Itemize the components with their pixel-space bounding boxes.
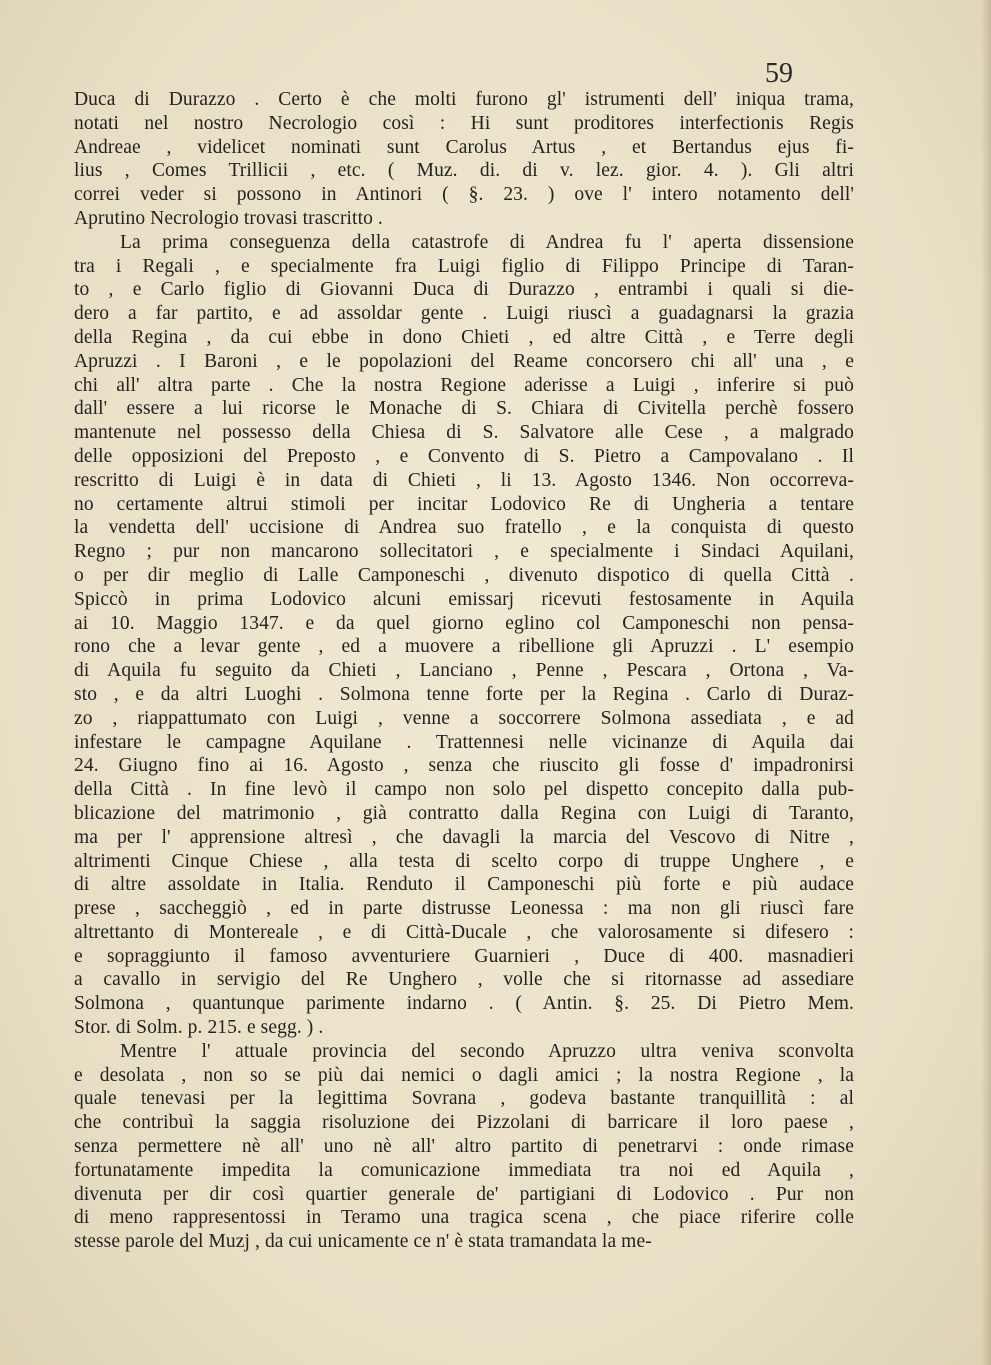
text-line: blicazione del matrimonio , già contratto dalla Regina con Luigi di Taranto, — [74, 802, 854, 824]
text-line: e sopraggiunto il famoso avventuriere Guarnieri , Duce di 400. masnadieri — [74, 945, 854, 967]
text-line: delle opposizioni del Preposto , e Convento di S. Pietro a Campovalano . Il — [74, 445, 854, 467]
text-line: quale tenevasi per la legittima Sovrana , godeva bastante tranquillità : al — [74, 1088, 854, 1110]
text-line: ma per l' apprensione altresì , che davagli la marcia del Vescovo di Nitre , — [74, 826, 854, 848]
text-line: tra i Regali , e specialmente fra Luigi figlio di Filippo Principe di Taran- — [74, 255, 854, 277]
text-line: rescritto di Luigi è in data di Chieti , li 13. Agosto 1346. Non occorreva- — [74, 469, 854, 491]
text-line: dero a far partito, e ad assoldar gente . Luigi riuscì a guadagnarsi la grazia — [74, 303, 854, 325]
text-line: chi all' altra parte . Che la nostra Regione aderisse a Luigi , inferire si può — [74, 374, 854, 396]
text-line: fortunatamente impedita la comunicazione immediata tra noi ed Aquila , — [74, 1159, 854, 1181]
text-line: della Regina , da cui ebbe in dono Chieti , ed altre Città , e Terre degli — [74, 326, 854, 348]
text-line: di altre assoldate in Italia. Renduto il Camponeschi più forte e più audace — [74, 874, 854, 896]
text-line: e desolata , non so se più dai nemici o dagli amici ; la nostra Regione , la — [74, 1064, 854, 1086]
text-line: Regno ; pur non mancarono sollecitatori , e specialmente i Sindaci Aquilani, — [74, 541, 854, 563]
text-line: di Aquila fu seguito da Chieti , Lanciano , Penne , Pescara , Ortona , Va- — [74, 660, 854, 682]
text-line: rono che a levar gente , ed a muovere a ribellione gli Apruzzi . L' esempio — [74, 636, 854, 658]
text-line: Aprutino Necrologio trovasi trascritto . — [74, 207, 383, 229]
text-line: stesse parole del Muzj , da cui unicamente ce n' è stata tramandata la me- — [74, 1231, 652, 1253]
text-line: 24. Giugno fino ai 16. Agosto , senza che riuscito gli fosse d' impadronirsi — [74, 755, 854, 777]
text-line: divenuta per dir così quartier generale de' partigiani di Lodovico . Pur non — [74, 1183, 854, 1205]
text-line: o per dir meglio di Lalle Camponeschi , divenuto dispotico di quella Città . — [74, 564, 854, 586]
page-edge-shadow — [981, 0, 991, 1365]
text-line: mantenute nel possesso della Chiesa di S. Salvatore alle Cese , a malgrado — [74, 422, 854, 444]
text-line: di meno rappresentossi in Teramo una tragica scena , che piace riferire colle — [74, 1207, 854, 1229]
text-line: a cavallo in servigio del Re Unghero , volle che si ritornasse ad assediare — [74, 969, 854, 991]
text-line: Mentre l' attuale provincia del secondo Apruzzo ultra veniva sconvolta — [120, 1040, 854, 1062]
text-line: senza permettere nè all' uno nè all' altro partito di penetrarvi : onde rimase — [74, 1136, 854, 1158]
text-line: ai 10. Maggio 1347. e da quel giorno eglino col Camponeschi non pensa- — [74, 612, 854, 634]
text-line: dall' essere a lui ricorse le Monache di S. Chiara di Civitella perchè fossero — [74, 398, 854, 420]
text-line: altrettanto di Montereale , e di Città-Ducale , che valorosamente si difesero : — [74, 921, 854, 943]
text-line: to , e Carlo figlio di Giovanni Duca di Durazzo , entrambi i quali si die- — [74, 279, 854, 301]
text-line: correi veder si possono in Antinori ( §. 23. ) ove l' intero notamento dell' — [74, 184, 854, 206]
text-line: infestare le campagne Aquilane . Trattennesi nelle vicinanze di Aquila dai — [74, 731, 854, 753]
text-line: della Città . In fine levò il campo non solo pel dispetto concepito dalla pub- — [74, 779, 854, 801]
text-line: La prima conseguenza della catastrofe di Andrea fu l' aperta dissensione — [120, 231, 854, 253]
text-line: la vendetta dell' uccisione di Andrea suo fratello , e la conquista di questo — [74, 517, 854, 539]
text-line: lius , Comes Trillicii , etc. ( Muz. di. di v. lez. gior. 4. ). Gli altri — [74, 160, 854, 182]
text-line: Solmona , quantunque parimente indarno . ( Antin. §. 25. Di Pietro Mem. — [74, 993, 854, 1015]
text-line: Apruzzi . I Baroni , e le popolazioni del Reame concorsero chi all' una , e — [74, 350, 854, 372]
text-line: Spiccò in prima Lodovico alcuni emissarj ricevuti festosamente in Aquila — [74, 588, 854, 610]
text-line: Duca di Durazzo . Certo è che molti furono gl' istrumenti dell' iniqua trama, — [74, 89, 854, 110]
body-text — [74, 88, 854, 1254]
text-line: che contribuì la saggia risoluzione dei Pizzolani di barricare il loro paese , — [74, 1112, 854, 1134]
page-number: 59 — [765, 58, 793, 89]
text-line: zo , riappattumato con Luigi , venne a soccorrere Solmona assediata , e ad — [74, 707, 854, 729]
text-line: prese , saccheggiò , ed in parte distrusse Leonessa : ma non gli riuscì fare — [74, 898, 854, 920]
text-line: Stor. di Solm. p. 215. e segg. ) . — [74, 1017, 324, 1039]
text-line: no certamente altrui stimoli per incitar Lodovico Re di Ungheria a tentare — [74, 493, 854, 515]
text-line: Andreae , videlicet nominati sunt Carolus Artus , et Bertandus ejus fi- — [74, 136, 854, 158]
text-line: sto , e da altri Luoghi . Solmona tenne forte per la Regina . Carlo di Duraz- — [74, 683, 854, 705]
text-line: altrimenti Cinque Chiese , alla testa di scelto corpo di truppe Unghere , e — [74, 850, 854, 872]
text-line: notati nel nostro Necrologio così : Hi sunt proditores interfectionis Regis — [74, 112, 854, 134]
